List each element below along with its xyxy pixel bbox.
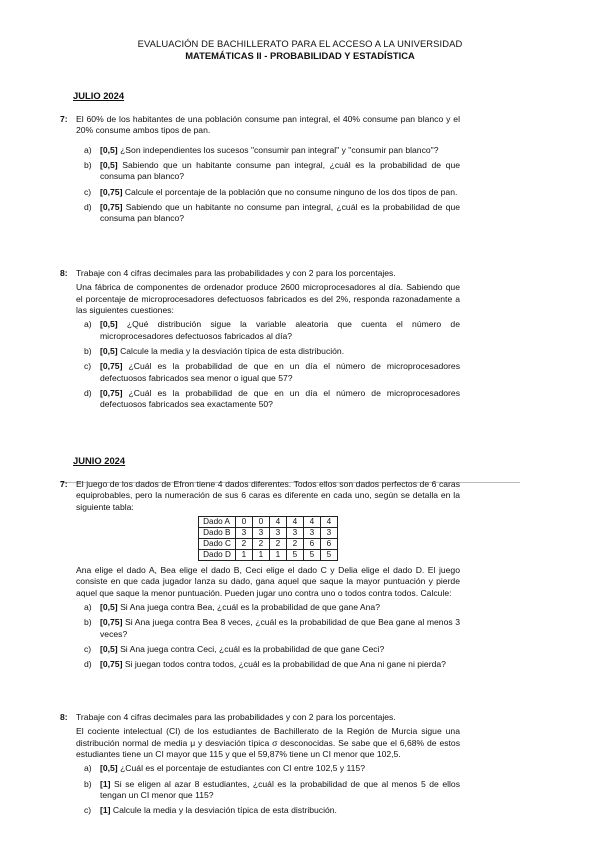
question-item (76, 319, 460, 342)
question-points: [1] (100, 778, 111, 789)
question-points: [0,5] (100, 644, 118, 655)
question-text: Si Ana juega contra Bea 8 veces, ¿cuál es la probabilidad de que Bea gane al menos 3 veces? (100, 617, 460, 639)
problem-statement: El 60% de los habitantes de una población consume pan integral, el 40% consume pan blanco y el 20% consume ambos tipos de pan. (76, 114, 460, 136)
question-text: Si Ana juega contra Bea, ¿cuál es la probabilidad de que gane Ana? (120, 602, 380, 613)
problem-julio-8 (60, 268, 460, 415)
question-text: ¿Cuál es la probabilidad de que en un día el número de microprocesadores defectuosos fabricados sea menor o igual que 57? (100, 361, 460, 383)
dice-row (199, 550, 338, 561)
question-points: [0,5] (100, 346, 118, 357)
dice-label-cell: Dado B (199, 528, 236, 539)
question-list (76, 763, 460, 816)
question-text: ¿Son independientes los sucesos "consumir pan integral" y "consumir pan blanco"? (120, 144, 439, 155)
question-item (76, 346, 460, 357)
problem-number: 7: (60, 114, 68, 124)
question-points: [0,5] (100, 144, 118, 155)
page-header (0, 38, 600, 63)
question-item (76, 644, 460, 655)
dice-label-cell: Dado C (199, 539, 236, 550)
question-letter: b) (84, 778, 92, 789)
dice-face-cell: 4 (286, 517, 303, 528)
problem-instructions: Trabaje con 4 cifras decimales para las probabilidades y con 2 para los porcentajes. (76, 268, 396, 278)
section-title-julio: JULIO 2024 (73, 90, 125, 101)
dice-face-cell: 3 (269, 528, 286, 539)
question-letter: d) (84, 659, 92, 670)
question-list (76, 319, 460, 410)
question-list (76, 145, 460, 225)
question-points: [0,75] (100, 388, 123, 399)
problem-junio-7 (60, 479, 460, 675)
dice-face-cell: 3 (320, 528, 337, 539)
question-letter: b) (84, 346, 92, 357)
question-letter: a) (84, 144, 92, 155)
dice-face-cell: 2 (286, 539, 303, 550)
question-text: ¿Cuál es el porcentaje de estudiantes con CI entre 102,5 y 115? (120, 763, 365, 774)
question-item (76, 202, 460, 225)
question-points: [0,75] (100, 202, 123, 213)
problem-statement: El juego de los dados de Efron tiene 4 dados diferentes. Todos ellos son dados perfectos de 6 caras equiprobables, pero la numeración de sus 6 caras es diferente en cada uno, según se detalla en la siguiente tabla: (76, 479, 460, 512)
dice-face-cell: 0 (252, 517, 269, 528)
question-points: [0,5] (100, 763, 118, 774)
dice-face-cell: 3 (286, 528, 303, 539)
question-list (76, 602, 460, 671)
question-letter: d) (84, 202, 92, 213)
problem-number: 8: (60, 268, 68, 278)
dice-face-cell: 1 (252, 550, 269, 561)
question-letter: a) (84, 602, 92, 613)
dice-face-cell: 3 (303, 528, 320, 539)
problem-number: 7: (60, 479, 68, 489)
question-text: Si juegan todos contra todos, ¿cuál es la probabilidad de que Ana ni gane ni pierda? (124, 659, 446, 670)
dice-face-cell: 6 (320, 539, 337, 550)
question-letter: b) (84, 160, 92, 171)
question-points: [0,75] (100, 361, 123, 372)
question-points: [0,75] (100, 186, 123, 197)
question-points: [0,5] (100, 602, 118, 613)
dice-face-cell: 4 (320, 517, 337, 528)
question-text: ¿Cuál es la probabilidad de que en un día el número de microprocesadores defectuosos fabricados sea exactamente 50? (100, 388, 460, 410)
question-letter: c) (84, 805, 92, 816)
question-item (76, 602, 460, 613)
dice-face-cell: 6 (303, 539, 320, 550)
question-letter: c) (84, 361, 92, 372)
dice-label-cell: Dado A (199, 517, 236, 528)
dice-row (199, 528, 338, 539)
dice-face-cell: 2 (235, 539, 252, 550)
dice-face-cell: 2 (269, 539, 286, 550)
section-title-junio: JUNIO 2024 (73, 455, 126, 466)
question-text: Sabiendo que un habitante consume pan integral, ¿cuál es la probabilidad de que consuma pan blanco? (100, 160, 460, 182)
question-item (76, 805, 460, 816)
question-letter: d) (84, 388, 92, 399)
question-item (76, 388, 460, 411)
dice-face-cell: 5 (286, 550, 303, 561)
question-points: [0,75] (100, 617, 123, 628)
question-item (76, 145, 460, 156)
dice-face-cell: 5 (320, 550, 337, 561)
question-item (76, 763, 460, 774)
problem-statement: El cociente intelectual (CI) de los estudiantes de Bachillerato de la Región de Murcia sigue una distribución normal de media μ y desviación típica σ desconocidas. Se sabe que el 6,68% de estos estudiantes tiene un CI mayor que 115 y que el 59,87% tiene un CI menor que 102,5. (76, 726, 460, 760)
question-letter: a) (84, 319, 92, 330)
question-letter: a) (84, 763, 92, 774)
question-item (76, 617, 460, 640)
question-text: Calcule la media y la desviación típica de esta distribución. (120, 346, 345, 357)
dice-table (198, 516, 338, 561)
dice-row (199, 539, 338, 550)
header-subtitle: MATEMÁTICAS II - PROBABILIDAD Y ESTADÍSTICA (185, 50, 415, 62)
question-points: [0,5] (100, 160, 118, 171)
problem-instructions: Trabaje con 4 cifras decimales para las probabilidades y con 2 para los porcentajes. (76, 712, 396, 722)
question-points: [0,5] (100, 319, 118, 330)
problem-number: 8: (60, 712, 68, 722)
question-letter: c) (84, 644, 92, 655)
question-item (76, 361, 460, 384)
dice-face-cell: 5 (303, 550, 320, 561)
dice-face-cell: 2 (252, 539, 269, 550)
question-text: Calcule el porcentaje de la población que no consume ninguno de los dos tipos de pan. (124, 186, 458, 197)
dice-face-cell: 1 (269, 550, 286, 561)
problem-junio-8 (60, 712, 460, 821)
dice-face-cell: 1 (235, 550, 252, 561)
dice-face-cell: 3 (252, 528, 269, 539)
dice-face-cell: 4 (269, 517, 286, 528)
dice-face-cell: 3 (235, 528, 252, 539)
problem-julio-7 (60, 114, 460, 229)
problem-rules: Ana elige el dado A, Bea elige el dado B, Ceci elige el dado C y Delia elige el dado D. El juego consiste en que cada jugador lanza su dado, gana aquel que saque la mayor puntuación y pierde aquel que saque la menor puntuación. Pueden jugar uno contra uno o todos contra todos. Calcule: (76, 565, 460, 598)
question-letter: b) (84, 617, 92, 628)
dice-face-cell: 4 (303, 517, 320, 528)
question-text: Sabiendo que un habitante no consume pan integral, ¿cuál es la probabilidad de que consuma pan blanco? (100, 202, 460, 224)
question-points: [0,75] (100, 659, 123, 670)
question-text: Si Ana juega contra Ceci, ¿cuál es la probabilidad de que gane Ceci? (120, 644, 385, 655)
question-letter: c) (84, 186, 92, 197)
question-text: Si se eligen al azar 8 estudiantes, ¿cuál es la probabilidad de que al menos 5 de ellos tengan un CI menor que 115? (100, 778, 460, 801)
question-item (76, 187, 460, 198)
dice-label-cell: Dado D (199, 550, 236, 561)
question-points: [1] (100, 805, 111, 816)
header-title: EVALUACIÓN DE BACHILLERATO PARA EL ACCESO A LA UNIVERSIDAD (137, 38, 463, 49)
question-item (76, 160, 460, 183)
question-text: Calcule la media y la desviación típica de esta distribución. (112, 805, 337, 816)
question-item (76, 779, 460, 802)
question-text: ¿Qué distribución sigue la variable aleatoria que cuenta el número de microprocesadores defectuosos fabricados al día? (100, 319, 460, 341)
question-item (76, 659, 460, 670)
dice-face-cell: 0 (235, 517, 252, 528)
problem-statement: Una fábrica de componentes de ordenador produce 2600 microprocesadores al día. Sabiendo que el porcentaje de microprocesadores defectuosos fabricados es del 2%, responda razonadamente a las siguientes cuestiones: (76, 282, 460, 316)
dice-row (199, 517, 338, 528)
